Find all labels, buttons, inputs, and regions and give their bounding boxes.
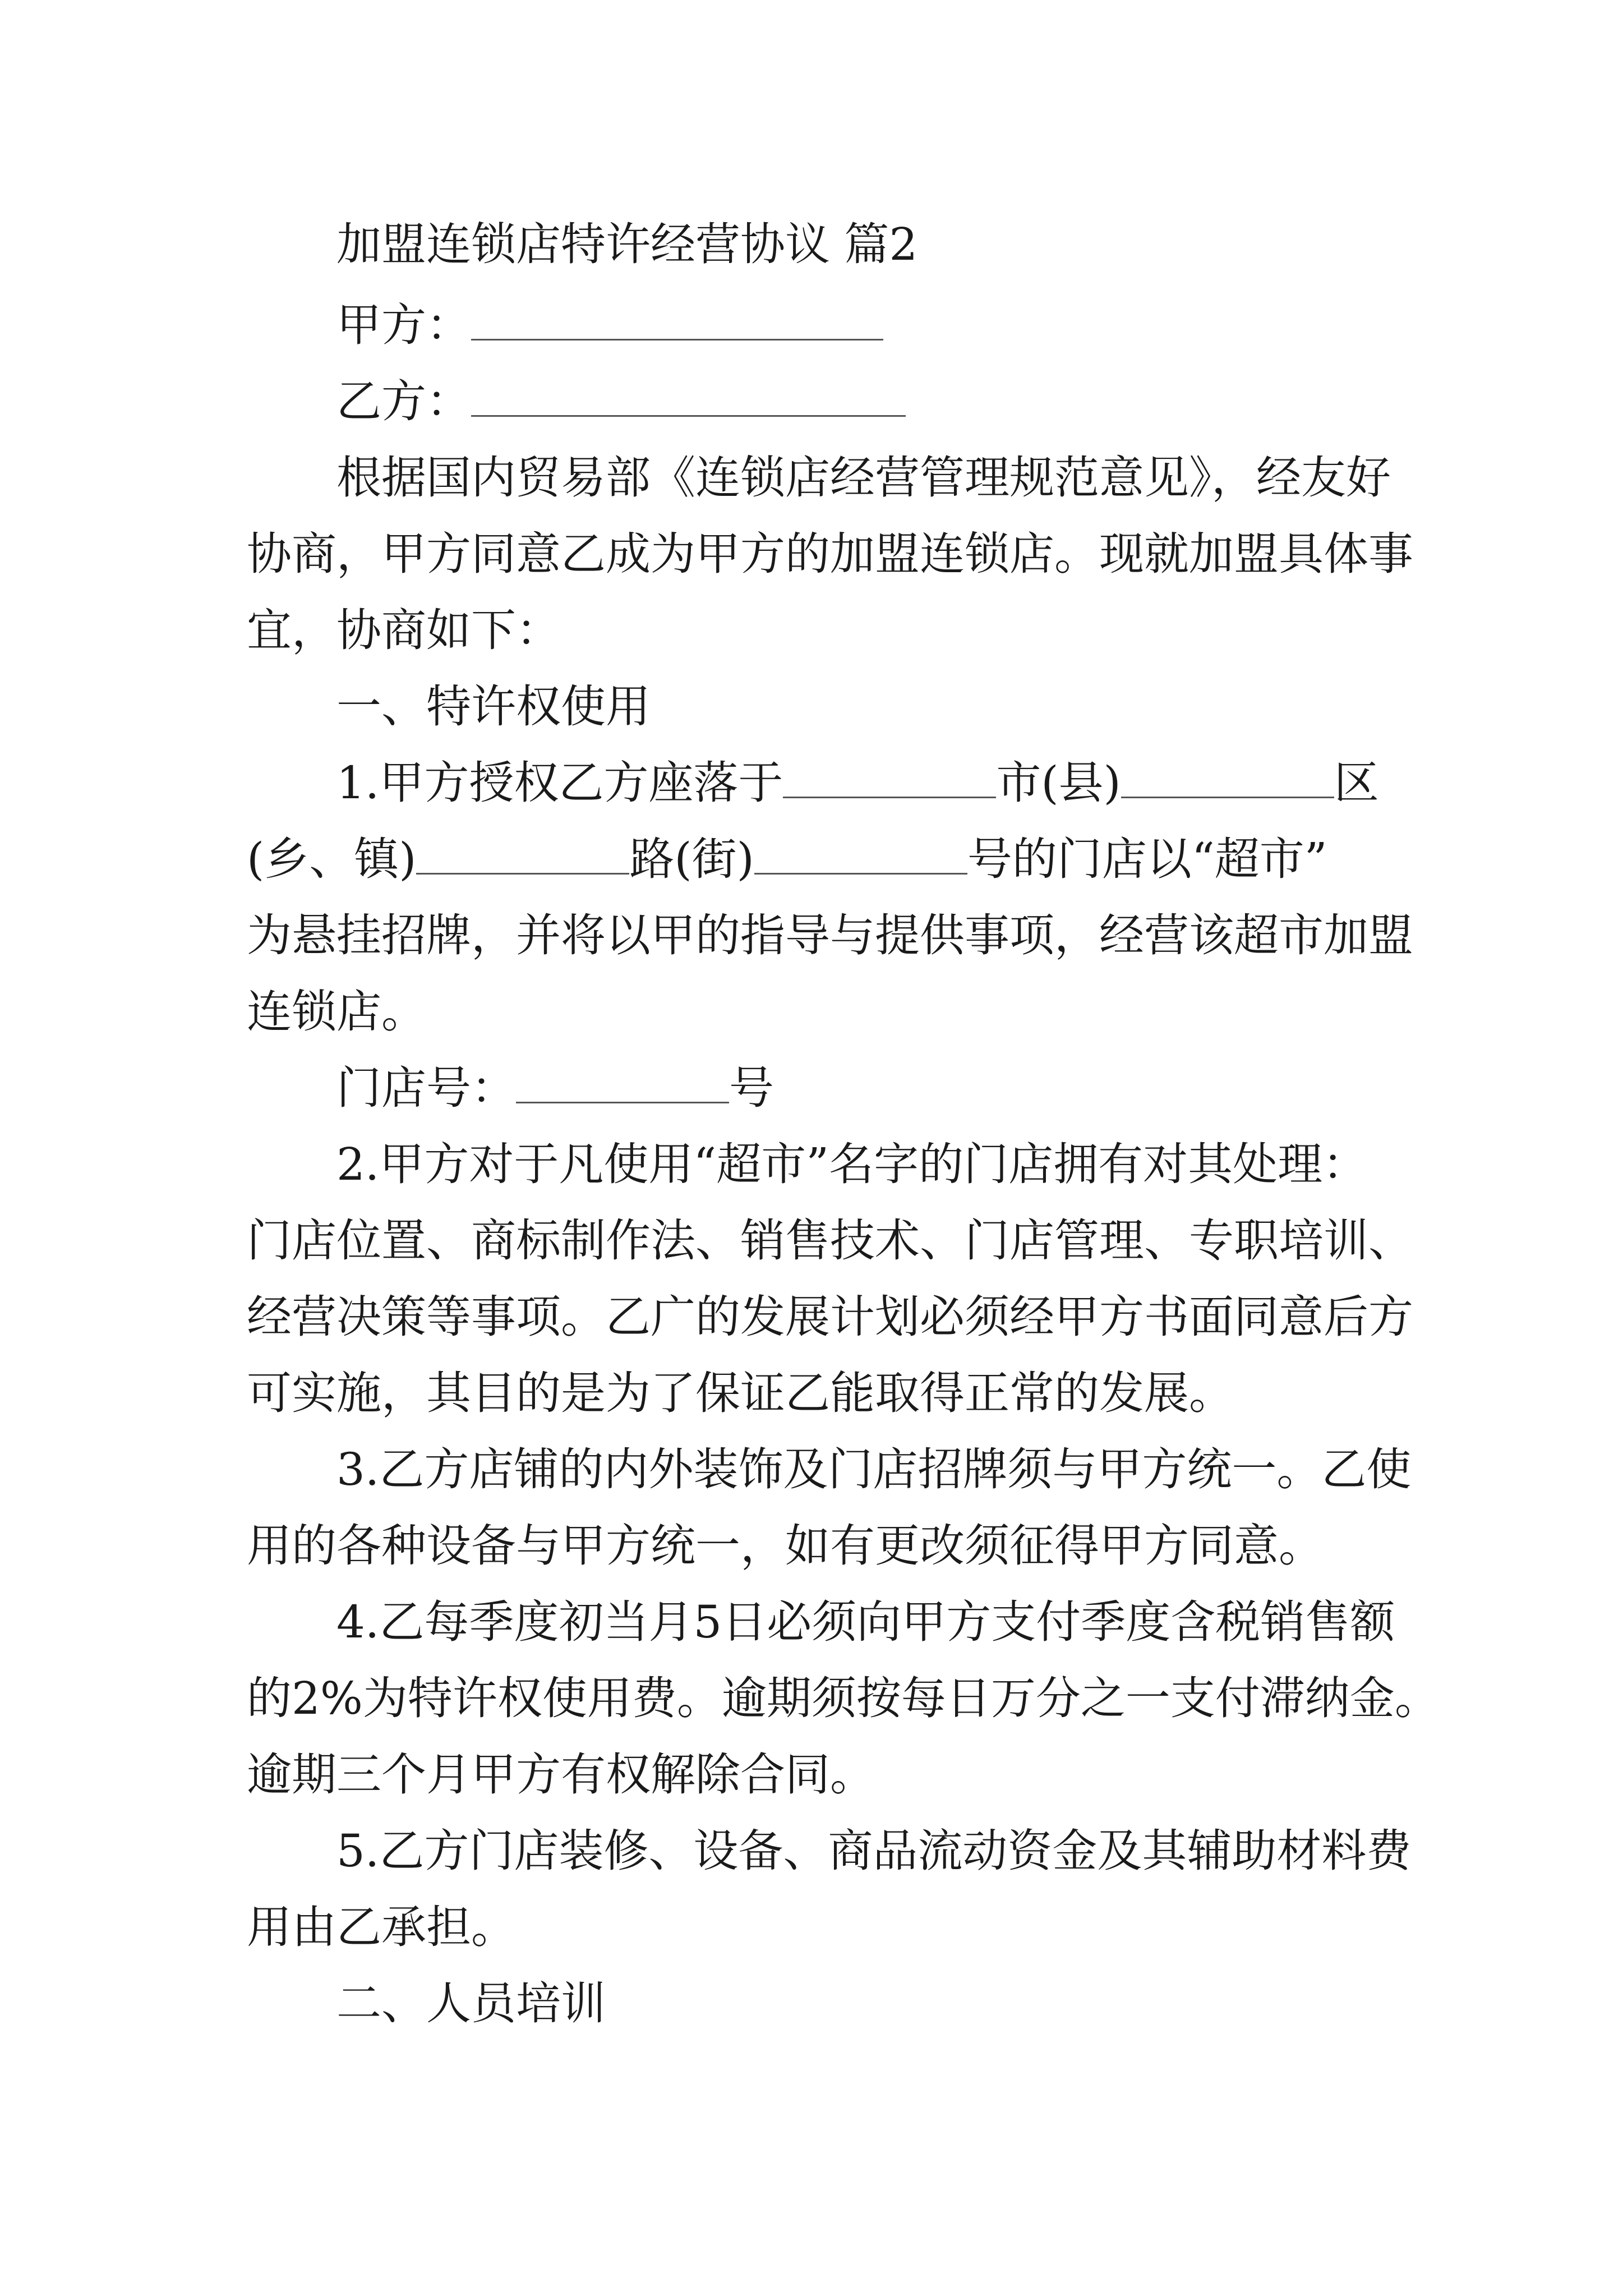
item-1-line-2 bbox=[247, 831, 1327, 887]
item-1-seg-1: 1.甲方授权乙方座落于 bbox=[336, 757, 783, 809]
item-1-line-3: 为悬挂招牌，并将以甲的指导与提供事项，经营该超市加盟 bbox=[247, 909, 1413, 961]
preamble-line-2: 协商，甲方同意乙成为甲方的加盟连锁店。现就加盟具体事 bbox=[247, 528, 1413, 580]
item-3-line-2: 用的各种设备与甲方统一，如有更改须征得甲方同意。 bbox=[247, 1520, 1324, 1572]
party-a-line bbox=[336, 297, 883, 353]
party-b-blank bbox=[471, 379, 906, 417]
preamble-line-3: 宜，协商如下： bbox=[247, 604, 561, 656]
item-1-seg-3: 区 bbox=[1334, 757, 1379, 809]
section-1-heading: 一、特许权使用 bbox=[336, 680, 651, 733]
party-b-line bbox=[336, 374, 906, 430]
item-4-line-1: 4.乙每季度初当月5日必须向甲方支付季度含税销售额 bbox=[336, 1596, 1395, 1648]
district-blank bbox=[1121, 761, 1334, 798]
party-a-label: 甲方： bbox=[336, 299, 471, 351]
section-2-heading: 二、人员培训 bbox=[336, 1977, 606, 2030]
store-number-label: 门店号： bbox=[336, 1062, 516, 1114]
item-2-line-3: 经营决策等事项。乙广的发展计划必须经甲方书面同意后方 bbox=[247, 1291, 1413, 1343]
item-2-line-4: 可实施，其目的是为了保证乙能取得正常的发展。 bbox=[247, 1367, 1234, 1419]
item-1-line-1 bbox=[336, 755, 1379, 811]
city-blank bbox=[783, 761, 996, 798]
item-3-line-1: 3.乙方店铺的内外装饰及门店招牌须与甲方统一。乙使 bbox=[336, 1443, 1412, 1496]
store-number-blank bbox=[516, 1066, 729, 1103]
party-a-blank bbox=[471, 303, 883, 341]
item-4-line-2: 的2%为特许权使用费。逾期须按每日万分之一支付滞纳金。 bbox=[247, 1672, 1440, 1724]
item-5-line-2: 用由乙承担。 bbox=[247, 1901, 516, 1953]
item-1-seg-4: (乡、镇) bbox=[247, 833, 417, 885]
party-b-label: 乙方： bbox=[336, 375, 471, 427]
item-2-line-1: 2.甲方对于凡使用“超市”名字的门店拥有对其处理： bbox=[336, 1138, 1368, 1190]
store-number-suffix: 号 bbox=[729, 1062, 774, 1114]
town-blank bbox=[416, 837, 629, 875]
street-blank bbox=[754, 837, 967, 875]
document-title: 加盟连锁店特许经营协议 篇2 bbox=[336, 218, 918, 270]
document-page bbox=[247, 0, 1440, 2296]
item-1-line-4: 连锁店。 bbox=[247, 986, 426, 1038]
item-2-line-2: 门店位置、商标制作法、销售技术、门店管理、专职培训、 bbox=[247, 1214, 1413, 1267]
preamble-line-1: 根据国内贸易部《连锁店经营管理规范意见》，经友好 bbox=[336, 452, 1391, 504]
item-1-seg-2: 市(县) bbox=[996, 757, 1121, 809]
store-number-line bbox=[336, 1060, 774, 1116]
item-1-seg-5: 路(街) bbox=[629, 833, 754, 885]
item-5-line-1: 5.乙方门店装修、设备、商品流动资金及其辅助材料费 bbox=[336, 1825, 1412, 1877]
item-4-line-3: 逾期三个月甲方有权解除合同。 bbox=[247, 1749, 875, 1801]
item-1-seg-6: 号的门店以“超市” bbox=[967, 833, 1327, 885]
